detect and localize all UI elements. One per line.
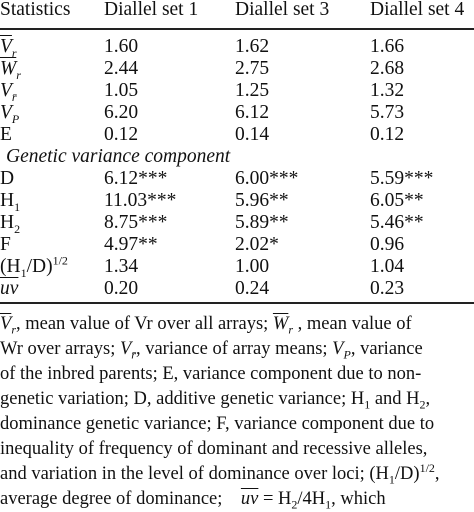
table-cell: 11.03*** xyxy=(104,190,177,211)
table-row xyxy=(0,190,474,212)
table-cell: 1.05 xyxy=(104,80,139,101)
footnote-line-6: inequality of frequency of dominant and recessive alleles, xyxy=(0,439,428,459)
table-cell: 5.89** xyxy=(235,212,289,233)
footnote-line-7: and variation in the level of dominance over loci; $(H_1/D)^{1/2}$, xyxy=(0,460,440,487)
table-cell: 6.12 xyxy=(235,102,270,123)
table-cell: 0.24 xyxy=(235,278,270,299)
table-cell: 0.20 xyxy=(104,278,139,299)
footnote-line-2: Wr over arrays; $V_{r̄}$, variance of array means; $V_P$, variance xyxy=(0,339,423,362)
footnote-line-3: of the inbred parents; E, variance component due to non- xyxy=(0,364,422,384)
table-cell: 2.68 xyxy=(370,58,405,79)
footnote-line-1: $\overline{V}_r$, mean value of Vr over all arrays; $\overline{W}_r$ , mean value of xyxy=(0,314,412,337)
table-cell: 2.75 xyxy=(235,58,270,79)
table-row xyxy=(0,80,474,102)
table-row xyxy=(0,168,474,190)
table-cell: 0.96 xyxy=(370,234,405,255)
table-cell: 0.12 xyxy=(370,124,405,145)
table-cell: 6.20 xyxy=(104,102,139,123)
section-header-genetic-variance: Genetic variance component xyxy=(6,146,231,167)
table-row xyxy=(0,28,474,58)
section-header-row xyxy=(0,146,474,168)
table-row xyxy=(0,58,474,80)
row-label-v-rbar: $V_{r̄}$ xyxy=(0,80,17,104)
table-cell: 1.32 xyxy=(370,80,405,101)
table-cell: 8.75*** xyxy=(104,212,168,233)
table-cell: 6.05** xyxy=(370,190,424,211)
row-label-uv: $\overline{uv}$ xyxy=(0,278,19,299)
table-row xyxy=(0,102,474,124)
table-cell: 6.12*** xyxy=(104,168,168,189)
table-cell: 5.96** xyxy=(235,190,289,211)
table-cell: 0.23 xyxy=(370,278,405,299)
table-cell: 6.00*** xyxy=(235,168,299,189)
footnote-line-5: dominance genetic variance; F, variance component due to xyxy=(0,414,435,434)
table-cell: 1.25 xyxy=(235,80,270,101)
table-cell: 1.66 xyxy=(370,36,405,57)
table-row xyxy=(0,124,474,146)
table-cell: 2.44 xyxy=(104,58,139,79)
table-row xyxy=(0,278,474,300)
table-cell: 1.60 xyxy=(104,36,139,57)
row-label-h2: $H_2$ xyxy=(0,212,21,236)
row-label-vr-mean: $\overline{V}_r$ xyxy=(0,36,17,60)
table-row xyxy=(0,234,474,256)
row-label-e: E xyxy=(0,124,12,145)
row-label-f: F xyxy=(0,234,11,255)
row-label-d: D xyxy=(0,168,15,189)
table-bottom-rule xyxy=(0,302,474,304)
row-label-wr-mean: $\overline{W}_r$ xyxy=(0,58,21,82)
table-cell: 1.04 xyxy=(370,256,405,277)
row-label-vp: $V_P$ xyxy=(0,102,20,126)
table-cell: 5.73 xyxy=(370,102,405,123)
row-label-h1-d-sqrt: $(H_1/D)^{1/2}$ xyxy=(0,253,68,280)
table-header-rule xyxy=(0,28,474,30)
table-header-row xyxy=(0,0,474,28)
table-cell: 2.02* xyxy=(235,234,279,255)
header-diallel-set-1: Diallel set 1 xyxy=(104,0,199,20)
table-cell: 1.00 xyxy=(235,256,270,277)
table-row xyxy=(0,212,474,234)
header-diallel-set-4: Diallel set 4 xyxy=(370,0,465,20)
table-cell: 5.59*** xyxy=(370,168,434,189)
table-footnote xyxy=(0,312,474,512)
header-diallel-set-3: Diallel set 3 xyxy=(235,0,330,20)
header-statistics: Statistics xyxy=(0,0,71,20)
table-cell: 0.12 xyxy=(104,124,139,145)
footnote-line-4: genetic variation; D, additive genetic variance; $H_1$ and $H_2$, xyxy=(0,389,431,412)
table-cell: 4.97** xyxy=(104,234,158,255)
table-row xyxy=(0,256,474,278)
table-cell: 0.14 xyxy=(235,124,270,145)
footnote-line-8: average degree of dominance; $\overline{uv} = H_2/4H_1$, which xyxy=(0,489,386,512)
table-cell: 5.46** xyxy=(370,212,424,233)
row-label-h1: $H_1$ xyxy=(0,190,21,214)
table-cell: 1.62 xyxy=(235,36,270,57)
table-cell: 1.34 xyxy=(104,256,139,277)
